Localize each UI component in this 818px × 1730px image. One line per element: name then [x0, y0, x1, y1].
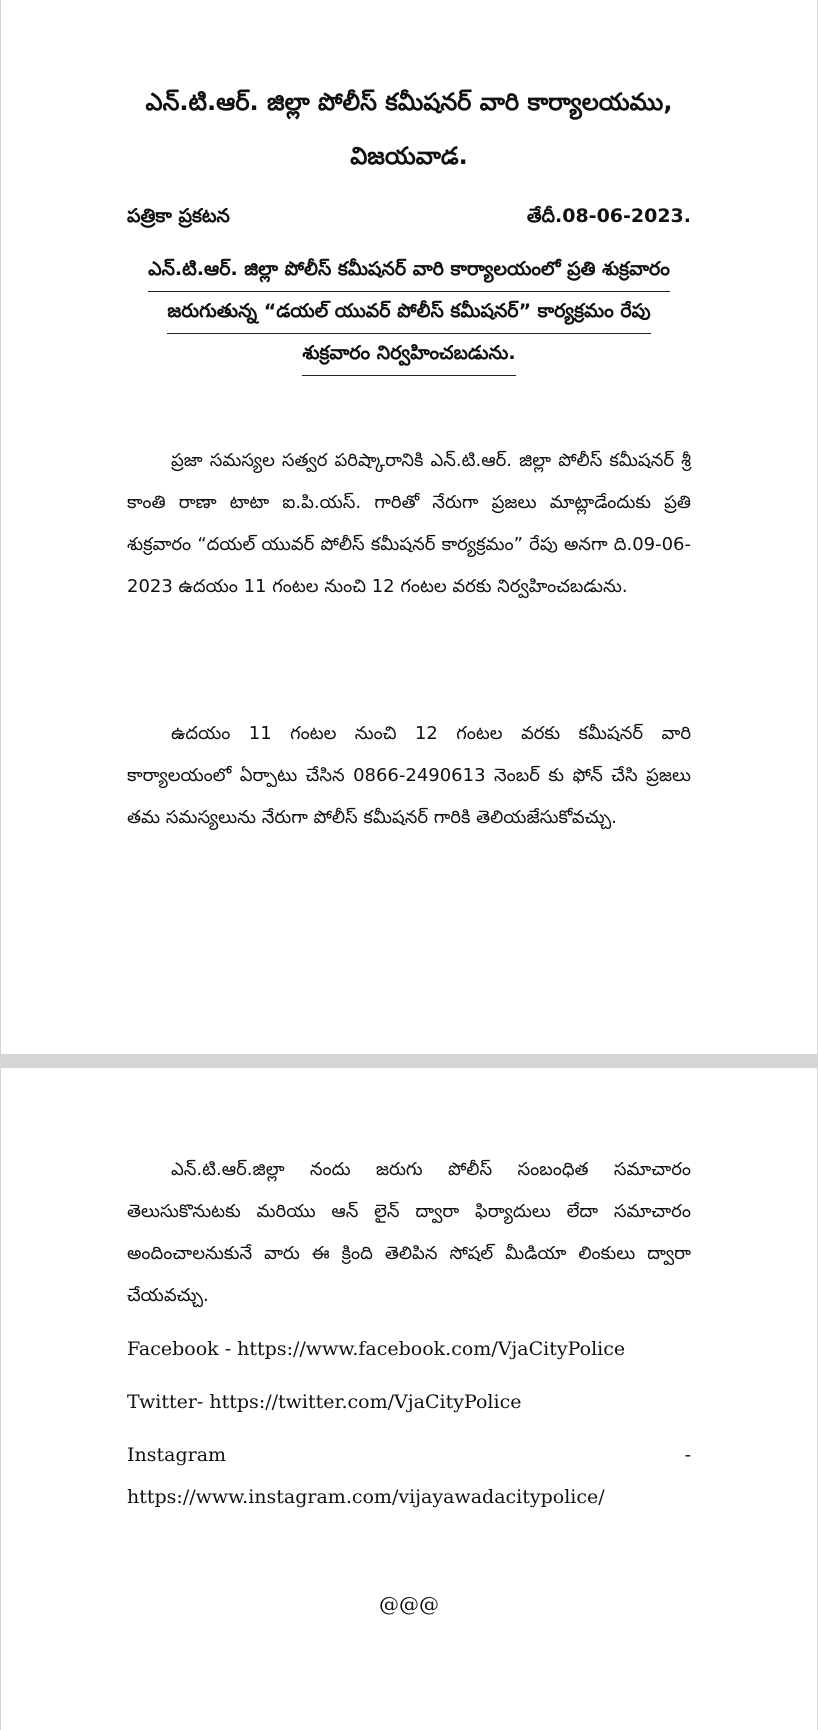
instagram-label: Instagram [127, 1444, 227, 1466]
facebook-link[interactable]: Facebook - https://www.facebook.com/VjaCityPolice [127, 1338, 626, 1360]
subject-line-2 [1, 300, 817, 334]
subject-line-1-text: ఎన్.టి.ఆర్. జిల్లా పోలీస్ కమీషనర్ వారి కార్యాలయంలో ప్రతి శుక్రవారం [148, 258, 670, 292]
subject-line-3 [1, 342, 817, 376]
city-title: విజయవాడ. [350, 142, 468, 170]
body-paragraph-1-text: ప్రజా సమస్యల సత్వర పరిష్కారానికి ఎన్.టి.ఆర్. జిల్లా పోలీస్ కమీషనర్ శ్రీ కాంతి రాణా టాటా ఐ.పి.యస్. గారితో నేరుగా ప్రజలు మాట్లాడేందుకు ప్రతి శుక్రవారం “దయల్ యువర్ పోలీస్ కమీషనర్ కార్యక్రమం” రేపు అనగా ది.09-06-2023 ఉదయం 11 గంటల నుంచి 12 గంటల వరకు నిర్వహించబడును. [127, 450, 691, 597]
twitter-link[interactable]: Twitter- https://twitter.com/VjaCityPolice [127, 1391, 522, 1413]
subject-line-3-text: శుక్రవారం నిర్వహించబడును. [302, 342, 515, 376]
body-paragraph-3-text: ఎన్.టి.ఆర్.జిల్లా నందు జరుగు పోలీస్ సంబంధిత సమాచారం తెలుసుకొనుటకు మరియు ఆన్ లైన్ ద్వారా ఫిర్యాదులు లేదా సమాచారం అందించాలనుకునే వారు ఈ క్రింది తెలిపిన సోషల్ మీడియా లింకులు ద్వారా చేయవచ్చు. [127, 1159, 691, 1306]
press-release-label: పత్రికా ప్రకటన [127, 205, 230, 227]
end-mark: @@@ [379, 1592, 439, 1616]
body-paragraph-3 [127, 1149, 691, 1317]
subject-line-1 [1, 258, 817, 292]
document-page-1 [1, 0, 817, 1054]
subject-line-2-text: జరుగుతున్న “డయల్ యువర్ పోలీస్ కమీషనర్” కార్యక్రమం రేపు [167, 300, 650, 334]
body-paragraph-2 [127, 713, 691, 839]
instagram-link[interactable]: https://www.instagram.com/vijayawadacitypolice/ [127, 1486, 605, 1508]
instagram-dash: - [684, 1444, 691, 1466]
body-paragraph-1 [127, 440, 691, 608]
document-page-2 [1, 1068, 817, 1730]
press-release-date: తేదీ.08-06-2023. [526, 205, 691, 227]
office-title: ఎన్.టి.ఆర్. జిల్లా పోలీస్ కమీషనర్ వారి కార్యాలయము, [145, 88, 673, 116]
body-paragraph-2-text: ఉదయం 11 గంటల నుంచి 12 గంటల వరకు కమీషనర్ వారి కార్యాలయంలో ఏర్పాటు చేసిన 0866-2490613 నెంబర్ కు ఫోన్ చేసి ప్రజలు తమ సమస్యలును నేరుగా పోలీస్ కమీషనర్ గారికి తెలియజేసుకోవచ్చు. [127, 723, 691, 828]
